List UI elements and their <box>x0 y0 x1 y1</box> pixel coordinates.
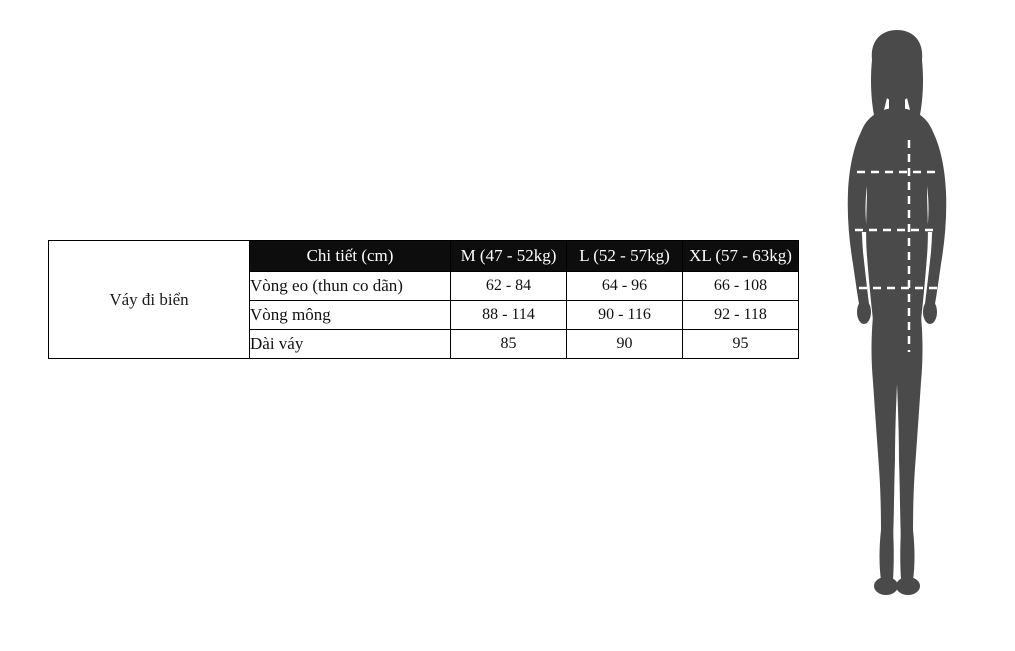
size-chart-table <box>48 240 799 359</box>
cell-length-l: 90 <box>567 330 683 359</box>
column-header-m: M (47 - 52kg) <box>451 241 567 272</box>
cell-waist-l: 64 - 96 <box>567 272 683 301</box>
row-label-waist: Vòng eo (thun co dãn) <box>250 272 451 301</box>
cell-length-xl: 95 <box>683 330 799 359</box>
cell-hip-l: 90 - 116 <box>567 301 683 330</box>
cell-waist-xl: 66 - 108 <box>683 272 799 301</box>
row-label-length: Dài váy <box>250 330 451 359</box>
cell-hip-xl: 92 - 118 <box>683 301 799 330</box>
column-header-l: L (52 - 57kg) <box>567 241 683 272</box>
column-header-detail: Chi tiết (cm) <box>250 241 451 272</box>
female-body-silhouette-shape <box>848 30 947 595</box>
product-name-cell: Váy đi biển <box>49 241 250 359</box>
body-figure <box>797 20 997 610</box>
cell-hip-m: 88 - 114 <box>451 301 567 330</box>
row-label-hip: Vòng mông <box>250 301 451 330</box>
cell-waist-m: 62 - 84 <box>451 272 567 301</box>
cell-length-m: 85 <box>451 330 567 359</box>
column-header-xl: XL (57 - 63kg) <box>683 241 799 272</box>
table-header-row <box>49 241 799 272</box>
